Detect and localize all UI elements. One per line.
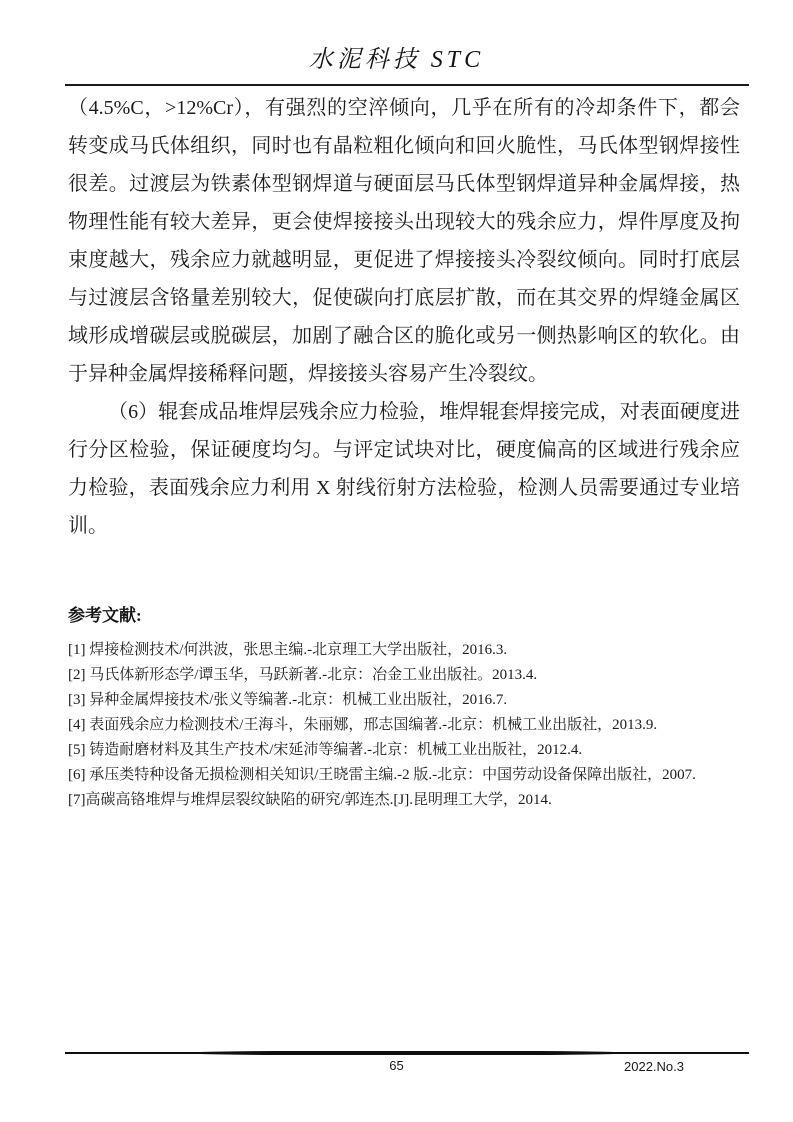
article-body (68, 89, 740, 545)
references-heading: 参考文献: (68, 606, 142, 625)
references-section (68, 603, 746, 813)
reference-item-7: [7]高碳高铬堆焊与堆焊层裂纹缺陷的研究/郭连杰.[J].昆明理工大学，2014. (68, 792, 552, 808)
header-rule (65, 84, 749, 86)
reference-item-4: [4] 表面残余应力检测技术/王海斗，朱丽娜，邢志国编著.-北京：机械工业出版社，2013.9. (68, 717, 658, 733)
body-paragraph-continuation: （4.5%C，>12%Cr），有强烈的空淬倾向，几乎在所有的冷却条件下，都会转变成马氏体组织，同时也有晶粒粗化倾向和回火脆性，马氏体型钢焊接性很差。过渡层为铁素体型钢焊道与硬面层马氏体型钢焊道异种金属焊接，热物理性能有较大差异，更会使焊接接头出现较大的残余应力，焊件厚度及拘束度越大，残余应力就越明显，更促进了焊接接头冷裂纹倾向。同时打底层与过渡层含铬量差别较大，促使碳向打底层扩散，而在其交界的焊缝金属区域形成增碳层或脱碳层，加剧了融合区的脆化或另一侧热影响区的软化。由于异种金属焊接稀释问题，焊接接头容易产生冷裂纹。 (68, 97, 740, 385)
reference-item-6: [6] 承压类特种设备无损检测相关知识/王晓雷主编.-2 版.-北京：中国劳动设备保障出版社，2007. (68, 767, 696, 783)
body-paragraph-item-6: （6）辊套成品堆焊层残余应力检验，堆焊辊套焊接完成，对表面硬度进行分区检验，保证硬度均匀。与评定试块对比，硬度偏高的区域进行残余应力检验，表面残余应力利用 X 射线衍射方法检验，检测人员需要通过专业培训。 (68, 401, 740, 537)
page-number: 65 (389, 1058, 404, 1073)
reference-item-2: [2] 马氏体新形态学/谭玉华，马跃新著.-北京：冶金工业出版社。2013.4. (68, 667, 538, 683)
issue-label: 2022.No.3 (624, 1059, 684, 1074)
reference-item-1: [1] 焊接检测技术/何洪波，张思主编.-北京理工大学出版社，2016.3. (68, 642, 508, 658)
reference-item-5: [5] 铸造耐磨材料及其生产技术/宋延沛等编著.-北京：机械工业出版社，2012.4. (68, 742, 583, 758)
journal-title: 水泥科技 STC (308, 47, 485, 73)
footer-rule (65, 1052, 749, 1054)
reference-item-3: [3] 异种金属焊接技术/张义等编著.-北京：机械工业出版社，2016.7. (68, 692, 508, 708)
